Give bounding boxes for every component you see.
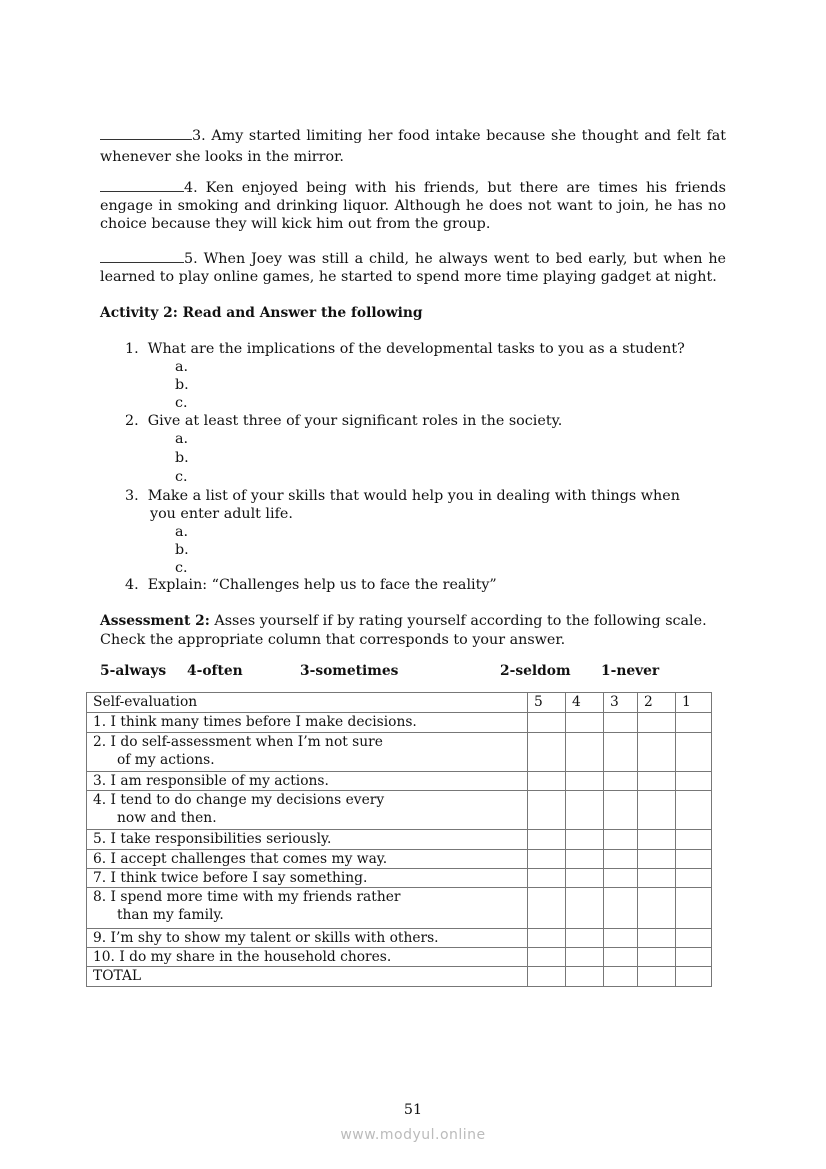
rating-cell-3[interactable] <box>604 929 638 948</box>
rating-cell-3[interactable] <box>604 850 638 869</box>
rating-cell-1[interactable] <box>676 733 712 772</box>
header-col-2: 2 <box>638 693 676 713</box>
item-4: 4. Ken enjoyed being with his friends, but there are times his friends engage in smoking and drinking liquor. Although he does not want to join, he has no choice because they will kick him out from the group. <box>100 180 726 232</box>
answer-blank[interactable] <box>100 179 184 192</box>
rating-cell-3[interactable] <box>604 733 638 772</box>
row-statement <box>87 772 528 791</box>
rating-cell-5[interactable] <box>528 713 566 733</box>
table-row <box>87 967 712 987</box>
rating-cell-5[interactable] <box>528 967 566 987</box>
assessment-instructions-2: Check the appropriate column that corresponds to your answer. <box>100 632 566 648</box>
row-statement <box>87 791 528 830</box>
answer-b: b. <box>175 542 189 558</box>
rating-cell-5[interactable] <box>528 869 566 888</box>
table-row <box>87 772 712 791</box>
table-row <box>87 830 712 850</box>
rating-cell-2[interactable] <box>638 948 676 967</box>
rating-cell-5[interactable] <box>528 888 566 929</box>
rating-cell-4[interactable] <box>566 791 604 830</box>
rating-cell-1[interactable] <box>676 772 712 791</box>
rating-cell-4[interactable] <box>566 772 604 791</box>
row-statement <box>87 733 528 772</box>
table-row <box>87 948 712 967</box>
rating-cell-4[interactable] <box>566 869 604 888</box>
rating-cell-3[interactable] <box>604 869 638 888</box>
rating-cell-3[interactable] <box>604 830 638 850</box>
rating-cell-4[interactable] <box>566 830 604 850</box>
statement-text: 3. I am responsible of my actions. <box>93 773 329 789</box>
statement-text: TOTAL <box>93 968 142 984</box>
row-statement <box>87 713 528 733</box>
rating-cell-1[interactable] <box>676 869 712 888</box>
row-statement <box>87 929 528 948</box>
table-row <box>87 869 712 888</box>
rating-cell-5[interactable] <box>528 733 566 772</box>
rating-cell-3[interactable] <box>604 791 638 830</box>
rating-cell-1[interactable] <box>676 929 712 948</box>
header-col-5: 5 <box>528 693 566 713</box>
answer-a: a. <box>175 359 189 375</box>
rating-cell-5[interactable] <box>528 929 566 948</box>
rating-cell-2[interactable] <box>638 888 676 929</box>
rating-cell-5[interactable] <box>528 830 566 850</box>
answer-b: b. <box>175 450 189 466</box>
question-1: 1. What are the implications of the developmental tasks to you as a student? <box>125 341 685 357</box>
rating-cell-2[interactable] <box>638 869 676 888</box>
statement-text-cont: than my family. <box>117 907 224 923</box>
rating-cell-1[interactable] <box>676 948 712 967</box>
rating-cell-2[interactable] <box>638 713 676 733</box>
row-statement <box>87 948 528 967</box>
answer-a: a. <box>175 431 189 447</box>
row-statement <box>87 967 528 987</box>
scale-2: 2-seldom <box>500 663 571 679</box>
rating-cell-3[interactable] <box>604 967 638 987</box>
rating-cell-3[interactable] <box>604 888 638 929</box>
answer-c: c. <box>175 560 188 576</box>
item-5: 5. When Joey was still a child, he always went to bed early, but when he learned to play online games, he started to spend more time playing gadget at night. <box>100 251 727 285</box>
question-3-cont: you enter adult life. <box>150 506 293 522</box>
table-row <box>87 733 712 772</box>
row-statement <box>87 850 528 869</box>
answer-blank[interactable] <box>100 250 184 263</box>
self-evaluation-table <box>86 692 712 987</box>
statement-text: 4. I tend to do change my decisions every <box>93 792 385 808</box>
answer-a: a. <box>175 524 189 540</box>
rating-cell-4[interactable] <box>566 967 604 987</box>
table-row <box>87 850 712 869</box>
header-col-1: 1 <box>676 693 712 713</box>
answer-b: b. <box>175 377 189 393</box>
rating-cell-4[interactable] <box>566 929 604 948</box>
rating-cell-4[interactable] <box>566 733 604 772</box>
table-row <box>87 888 712 929</box>
statement-text: 7. I think twice before I say something. <box>93 870 368 886</box>
rating-cell-3[interactable] <box>604 948 638 967</box>
rating-cell-4[interactable] <box>566 850 604 869</box>
rating-cell-2[interactable] <box>638 967 676 987</box>
table-row <box>87 929 712 948</box>
statement-text: 8. I spend more time with my friends rather <box>93 889 401 905</box>
header-col-3: 3 <box>604 693 638 713</box>
question-3: 3. Make a list of your skills that would help you in dealing with things when <box>125 488 680 504</box>
statement-text: 9. I’m shy to show my talent or skills with others. <box>93 930 439 946</box>
rating-cell-1[interactable] <box>676 888 712 929</box>
rating-cell-4[interactable] <box>566 948 604 967</box>
watermark: www.modyul.online <box>340 1127 486 1143</box>
rating-cell-1[interactable] <box>676 850 712 869</box>
row-statement <box>87 888 528 929</box>
rating-cell-2[interactable] <box>638 929 676 948</box>
rating-cell-5[interactable] <box>528 772 566 791</box>
row-statement <box>87 869 528 888</box>
answer-c: c. <box>175 469 188 485</box>
question-2: 2. Give at least three of your significant roles in the society. <box>125 413 563 429</box>
page-number: 51 <box>403 1102 423 1118</box>
rating-cell-5[interactable] <box>528 850 566 869</box>
statement-text: 6. I accept challenges that comes my way. <box>93 851 388 867</box>
statement-text-cont: now and then. <box>117 810 217 826</box>
activity-2-title: Activity 2: Read and Answer the following <box>100 305 423 321</box>
question-4: 4. Explain: “Challenges help us to face the reality” <box>125 577 497 593</box>
statement-text: 5. I take responsibilities seriously. <box>93 831 332 847</box>
statement-text: 10. I do my share in the household chores. <box>93 949 392 965</box>
rating-cell-2[interactable] <box>638 850 676 869</box>
table-row <box>87 713 712 733</box>
rating-cell-2[interactable] <box>638 791 676 830</box>
rating-cell-1[interactable] <box>676 830 712 850</box>
rating-cell-1[interactable] <box>676 791 712 830</box>
rating-cell-4[interactable] <box>566 713 604 733</box>
rating-cell-4[interactable] <box>566 888 604 929</box>
scale-1: 1-never <box>601 663 660 679</box>
scale-5: 5-always <box>100 663 167 679</box>
rating-cell-1[interactable] <box>676 713 712 733</box>
answer-c: c. <box>175 395 188 411</box>
table-row <box>87 791 712 830</box>
rating-cell-1[interactable] <box>676 967 712 987</box>
statement-text: 1. I think many times before I make decisions. <box>93 714 417 730</box>
scale-3: 3-sometimes <box>300 663 399 679</box>
answer-blank[interactable] <box>100 127 192 140</box>
rating-cell-2[interactable] <box>638 733 676 772</box>
assessment-instructions: Assessment 2: Asses yourself if by rating yourself according to the following scale. <box>100 613 707 629</box>
rating-cell-2[interactable] <box>638 830 676 850</box>
statement-text-cont: of my actions. <box>117 752 215 768</box>
rating-cell-3[interactable] <box>604 772 638 791</box>
table-header-row <box>87 693 712 713</box>
statement-text: 2. I do self-assessment when I’m not sure <box>93 734 383 750</box>
header-col-4: 4 <box>566 693 604 713</box>
rating-cell-5[interactable] <box>528 791 566 830</box>
rating-cell-3[interactable] <box>604 713 638 733</box>
item-3: 3. Amy started limiting her food intake because she thought and felt fat whenever she looks in the mirror. <box>100 128 727 165</box>
row-statement <box>87 830 528 850</box>
rating-cell-2[interactable] <box>638 772 676 791</box>
header-self-evaluation: Self-evaluation <box>87 693 528 713</box>
scale-4: 4-often <box>187 663 243 679</box>
rating-cell-5[interactable] <box>528 948 566 967</box>
